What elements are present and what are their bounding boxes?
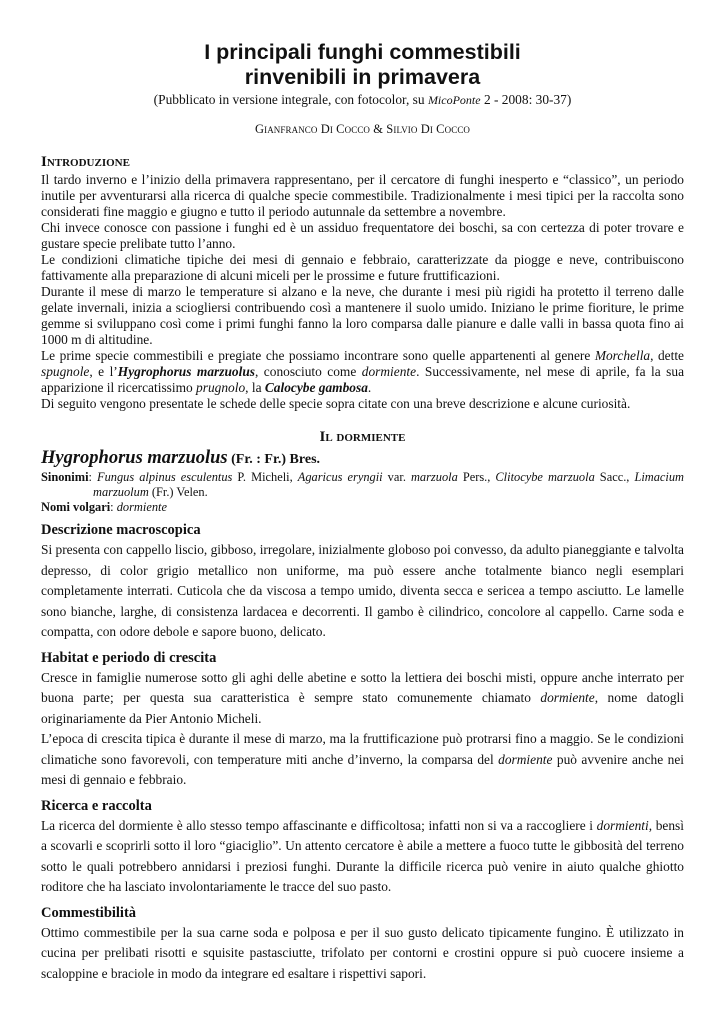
habitat-paragraph-1: Cresce in famiglie numerose sotto gli aghi delle abetine e sotto la lettiera dei boschi misti, oppure anche interrato per buona parte; per questa sua caratteristica è sempre stato comunemente chiamato dormiente, nome datogli originariamente da Pier Antonio Micheli. <box>41 669 685 726</box>
common-names-value: dormiente <box>116 500 167 514</box>
description-text: Si presenta con cappello liscio, gibboso, irregolare, inizialmente globoso poi convesso, da adulto pianeggiante e talvolta depresso, di color grigio metallico non uniforme, ma può essere anche totalmente bianco negli esemplari completamente interrati. Cuticola che da viscosa a tempo umido, diventa secca e sericea a tempo asciutto. Le lamelle sono bianche, larghe, di consistenza lardacea e decorrenti. Il gambo è cilindrico, concolore al cappello. Carne soda e compatta, con odore debole e sapore buono, delicato. <box>41 542 684 639</box>
term-spugnole: spugnole <box>41 364 90 379</box>
common-names: Nomi volgari: dormiente <box>41 500 167 514</box>
intro-paragraph-5: Le prime specie commestibili e pregiate che possiamo incontrare sono quelle appartenenti al genere Morchella, dette spugnole, e l’Hygrophorus marzuolus, conosciuto come dormiente. Successivamente, nel mese di aprile, fa la sua apparizione il ricercatissimo prugnolo, la Calocybe gambosa. <box>41 348 685 395</box>
description-heading: Descrizione macroscopica <box>41 522 201 538</box>
authors-names: Gianfranco Di Cocco & Silvio Di Cocco <box>254 122 471 136</box>
pub-note-before: (Pubblicato in versione integrale, con fotocolor, su <box>153 92 428 107</box>
search-text: La ricerca del dormiente è allo stesso tempo affascinante e difficoltosa; infatti non si va a raccogliere i dormienti, bensì a scovarli e scoprirli sotto il loro “giaciglio”. Un attento cercatore è abile a mettere a fuoco tutte le gibbosità del terreno sotto le quali potrebbero annidarsi i preziosi funghi. Durante la difficile ricerca può venire in aiuto qualche ghiotto roditore che ha lasciato involontariamente le tracce del suo pasto. <box>41 817 684 894</box>
journal-name: MicoPonte <box>427 93 481 107</box>
species-calocybe: Calocybe gambosa <box>264 380 368 395</box>
intro-paragraph-3: Le condizioni climatiche tipiche dei mesi di gennaio e febbraio, caratterizzate da piogge e neve, contribuiscono fattivamente alla preparazione di alcuni miceli per le prossime e future fruttificazioni. <box>41 252 684 283</box>
term-prugnolo: prugnolo <box>196 380 246 395</box>
intro-heading: Introduzione <box>41 154 130 170</box>
term-dormiente: dormiente <box>361 364 417 379</box>
common-names-label: Nomi volgari <box>41 500 111 514</box>
document-title <box>41 40 684 90</box>
title-line-1: I principali funghi commestibili <box>204 40 521 64</box>
intro-paragraph-2: Chi invece conosce con passione i funghi ed è un assiduo frequentatore dei boschi, sa con certezza di poter trovare e gustare specie prelibate tutto l’anno. <box>41 220 684 251</box>
synonyms-label: Sinonimi <box>41 470 89 484</box>
intro-paragraph-1: Il tardo inverno e l’inizio della primavera rappresentano, per il cercatore di funghi inesperto e “classico”, un periodo inutile per avventurarsi alla ricerca di qualche specie commestibile. Tradizionalmente i mesi tipici per la raccolta sono considerati fine maggio e giugno e tutto il periodo autunnale da settembre a novembre. <box>41 172 684 219</box>
title-line-2: rinvenibili in primavera <box>244 65 481 89</box>
intro-paragraph-4: Durante il mese di marzo le temperature si alzano e la neve, che durante i mesi più rigidi ha protetto il terreno dalle gelate invernali, inizia a sciogliersi contribuendo così a mantenere il suolo umido. Iniziano le prime fioriture, le prime gemme si sviluppano così come i primi funghi fanno la loro comparsa dalle pianure e dalle valli in bassa quota fino ai 1000 m di altitudine. <box>41 284 684 347</box>
species-latin-name: Hygrophorus marzuolus <box>41 448 228 468</box>
document-page <box>41 40 684 984</box>
species-author: (Fr. : Fr.) Bres. <box>227 452 321 467</box>
pub-note-after: 2 - 2008: 30-37) <box>480 92 572 107</box>
intro-paragraph-6: Di seguito vengono presentate le schede delle specie sopra citate con una breve descrizione e alcune curiosità. <box>41 396 631 411</box>
species-name <box>41 448 684 470</box>
authors-line <box>41 122 684 137</box>
synonyms: Sinonimi: Fungus alpinus esculentus P. Micheli, Agaricus eryngii var. marzuola Pers., Clitocybe marzuola Sacc., Limacium marzuolum (Fr.) Velen. <box>41 470 685 499</box>
species-section-heading: Il dormiente <box>319 429 406 445</box>
edibility-heading: Commestibilità <box>41 904 137 921</box>
habitat-heading: Habitat e periodo di crescita <box>41 649 217 666</box>
search-heading: Ricerca e raccolta <box>41 797 152 814</box>
genus-morchella: Morchella <box>594 348 651 363</box>
species-hygrophorus: Hygrophorus marzuolus <box>117 364 255 379</box>
edibility-text: Ottimo commestibile per la sua carne soda e polposa e per il suo gusto delicato tipicamente fungino. È utilizzato in cucina per prelibati risotti e squisite pastasciutte, trifolato per contorni e crostini oppure si può cuocere insieme a scaloppine e braciole in modo da integrare ed esaltare i rispettivi sapori. <box>41 924 684 981</box>
habitat-paragraph-2: L’epoca di crescita tipica è durante il mese di marzo, ma la fruttificazione può protrarsi fino a maggio. Se le condizioni climatiche sono favorevoli, con temperature miti anche d’inverno, la comparsa del dormiente può avvenire anche nei mesi di gennaio e febbraio. <box>41 731 684 787</box>
publication-note <box>41 92 684 108</box>
